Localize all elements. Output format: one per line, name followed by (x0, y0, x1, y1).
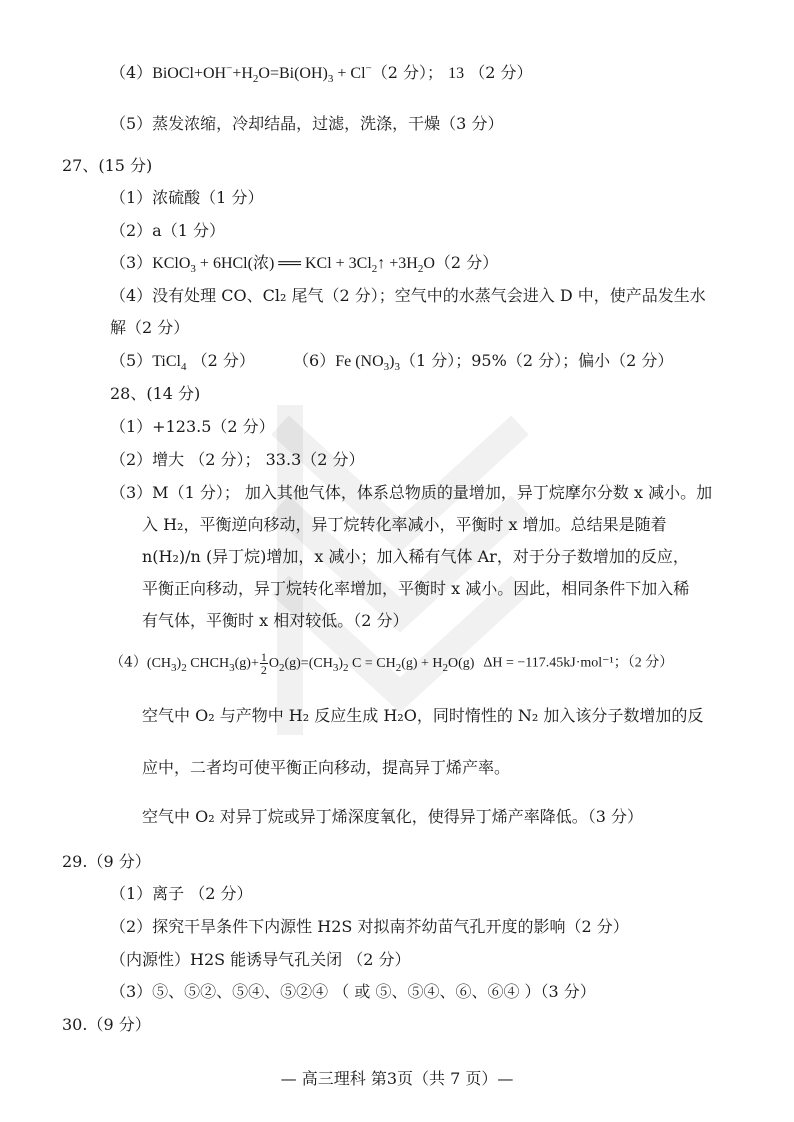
q29-part2-line2: （内源性）H2S 能诱导气孔关闭 （2 分） (110, 950, 411, 969)
q28-part4-line2: 空气中 O₂ 与产物中 H₂ 反应生成 H₂O，同时惰性的 N₂ 加入该分子数增加的反 (142, 706, 704, 725)
q28-part3-line3: n(H₂)/n (异丁烷)增加，x 减小；加入稀有气体 Ar，对于分子数增加的反应， (142, 547, 689, 566)
q27-heading: 27、(15 分) (62, 156, 153, 175)
q28-part3-line5: 有气体，平衡时 x 相对较低。（2 分） (142, 611, 409, 630)
page-footer: — 高三理科 第3页（共 7 页）— (280, 1069, 514, 1088)
q28-part4-line4: 空气中 O₂ 对异丁烷或异丁烯深度氧化，使得异丁烯产率降低。（3 分） (142, 807, 643, 826)
q26-part4: $(4)BiOCl+OH^-+H_2O=Bi(OH)_3 + Cl^-(2$ 分）； 13 （2 分） (110, 62, 533, 86)
q28-heading: 28、(14 分) (110, 384, 201, 403)
q27-part1: （1）浓硫酸（1 分） (110, 188, 264, 207)
watermark-logo-icon (250, 385, 550, 755)
q28-part3-line4: 平衡正向移动，异丁烷转化率增加，平衡时 x 减小。因此，相同条件下加入稀 (142, 579, 690, 598)
q28-part4-line3: 应中，二者均可使平衡正向移动，提高异丁烯产率。 (142, 758, 511, 777)
q27-part4-line1: （4）没有处理 CO、Cl₂ 尾气（2 分）；空气中的水蒸气会进入 D 中，使产品发生水 (110, 286, 706, 305)
q30-heading: 30.（9 分） (62, 1015, 151, 1034)
q27-part4-line2: 解（2 分） (110, 318, 190, 337)
q29-part3: （3）⑤、⑤②、⑤④、⑤②④ （ 或 ⑤、⑤④、⑥、⑥④ ）（3 分） (110, 982, 596, 1001)
q27-part2: （2）a（1 分） (110, 221, 225, 240)
q28-part3-line1: （3）M（1 分）； 加入其他气体，体系总物质的量增加，异丁烷摩尔分数 x 减小。加 (110, 483, 713, 502)
q28-part1: （1）+123.5（2 分） (110, 417, 275, 436)
q27-part5-6: （5）TiCl$_4$ （2 分） （6）Fe $(NO_3)_3(1$ 分）；95%（2 分）；偏小（2 分） (110, 351, 674, 374)
q28-part4-equation: $(4)(CH_3)_2$ $CHCH_3(g)+$ $\frac{1}{2}$ $O_2(g)=(CH_3)_2$ $C = CH_2(g) + H_2O(g) \Delta H = -117.45kJ\cdot mol^{-1}$；（2 分） (110, 650, 674, 677)
q27-part3: （3）KClO$_3$ + 6HCl(浓) ══ KCl + $3Cl_2↑ +3H_2O(2$ 分） (110, 253, 499, 276)
q29-part2-line1: （2）探究干旱条件下内源性 H2S 对拟南芥幼苗气孔开度的影响（2 分） (110, 917, 629, 936)
q29-heading: 29.（9 分） (62, 852, 151, 871)
q28-part3-line2: 入 H₂，平衡逆向移动，异丁烷转化率减小，平衡时 x 增加。总结果是随着 (142, 515, 667, 534)
q26-part5: （5）蒸发浓缩，冷却结晶，过滤，洗涤，干燥（3 分） (110, 114, 504, 133)
q28-part2: （2）增大 （2 分）； 33.3（2 分） (110, 450, 365, 469)
q29-part1: （1）离子 （2 分） (110, 884, 253, 903)
